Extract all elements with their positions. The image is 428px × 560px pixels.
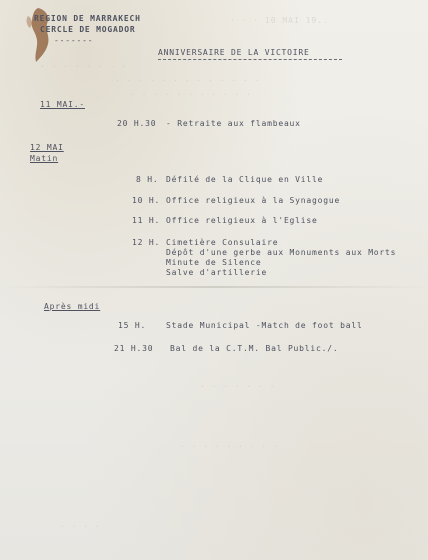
event-minute-silence: Minute de Silence [166,258,262,267]
event-bal: Bal de la C.T.M. Bal Public./. [170,344,339,353]
time-21h30: 21 H.30 [114,344,154,353]
event-cimetiere: Cimetière Consulaire [166,238,279,247]
region-heading: REGION DE MARRAKECH [34,14,141,23]
header-dashes: ------- [54,36,94,45]
date-12-mai: 12 MAI [30,143,64,152]
date-11-mai: 11 MAI.- [40,100,85,109]
label-apres-midi: Après midi [44,302,101,311]
event-gerbe: Dépôt d'une gerbe aux Monuments aux Morts [166,248,397,257]
event-stade: Stade Municipal -Match de foot ball [166,321,363,330]
cercle-heading: CERCLE DE MOGADOR [40,25,136,34]
event-defile: Défilé de la Clique en Ville [166,175,324,184]
document-title: ANNIVERSAIRE DE LA VICTOIRE [158,48,310,57]
time-8h: 8 H. [136,175,159,184]
label-matin: Matin [30,154,59,163]
document-page: · · · 10 MAI 19.. . . . . . . . . . . . . . . . . . . . . . . . . . . . . . . . . . . . . . . . . . . . . . . . . . . . . REGION DE MARRAKECH CERCLE DE MOGADOR ------- ANNIVERSAIRE DE LA VICTOIRE 11 MAI.- 20 H.30 - Retraite aux flambeaux 12 MAI Matin 8 H. Défilé de la Clique en Ville 10 H. Office religieux à la Synagogue 11 H. Office religieux à l'Eglise 12 H. Cimetière Consulaire Dépôt d'une gerbe aux Monuments aux Morts Minute de Silence Salve d'artillerie Après midi 15 H. Stade Municipal -Match de foot ball 21 H.30 Bal de la C.T.M. Bal Public./. [0,0,428,560]
event-synagogue: Office religieux à la Synagogue [166,196,341,205]
time-10h: 10 H. [132,196,161,205]
time-12h: 12 H. [132,238,161,247]
time-11h: 11 H. [132,216,161,225]
paper-fold [0,286,428,288]
time-20h30: 20 H.30 [117,119,157,128]
title-underline [158,59,342,60]
event-salve: Salve d'artillerie [166,268,268,277]
time-15h: 15 H. [118,321,147,330]
event-retraite: - Retraite aux flambeaux [166,119,301,128]
event-eglise: Office religieux à l'Eglise [166,216,318,225]
